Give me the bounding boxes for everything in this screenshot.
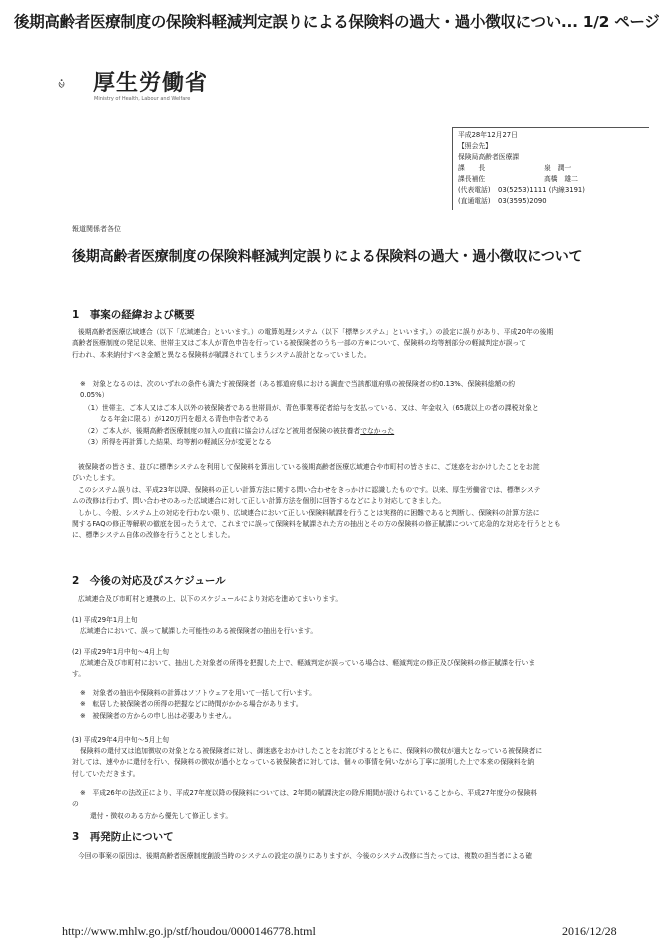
paragraph-line: 高齢者医療制度の発足以来、世帯主又はご本人が青色申告を行っている被保険者のうち一部の方※について、保険料の均等割部分の軽減判定が誤って	[72, 339, 527, 348]
note-line: ※ 対象となるのは、次のいずれの条件も満たす被保険者（ある都道府県における調査で当該都道府県の被保険者の約0.13%、保険料総額の約	[80, 380, 516, 388]
section1-para1	[72, 327, 553, 361]
step2-text: 広域連合及び市町村において、抽出した対象者の所得を把握した上で、軽減判定が誤っている場合は、軽減判定の修正及び保険料の修正賦課を行いま	[80, 659, 536, 667]
contact-box	[452, 127, 649, 210]
logo-name: 厚生労働省	[93, 71, 209, 96]
condition-line: （3）所得を再計算した結果、均等割の軽減区分が変更となる	[84, 438, 272, 447]
section1-para2	[72, 462, 561, 542]
note-line: 還付・徴収のある方から優先して修正します。	[90, 811, 233, 820]
step2-date: (2) 平成29年1月中旬～4月上旬	[72, 648, 170, 656]
condition-line: なる年金に限る）が120万円を超える青色申告者である	[100, 415, 270, 424]
header-page-number: 1/2 ページ	[582, 13, 660, 31]
paragraph-line: 対しては、速やかに還付を行い、保険料の徴収が過小となっている被保険者に対しては、個々の事情を伺いながら丁寧に説明した上で本来の保険料を納	[72, 758, 535, 767]
main-phone-label: (代表電話)	[458, 186, 491, 194]
paragraph-line: 被保険者の皆さま、並びに標準システムを利用して保険料を算出している後期高齢者医療広域連合や市町村の皆さまに、ご迷惑をおかけしたことをお詫	[78, 463, 540, 471]
note-line: 0.05%）	[80, 391, 109, 400]
mhlw-logo	[58, 64, 92, 104]
header-title: 後期高齢者医療制度の保険料軽減判定誤りによる保険料の過大・過小徴収につい...	[14, 13, 578, 31]
step1-text: 広域連合において、誤って賦課した可能性のある被保険者の抽出を行います。	[80, 627, 318, 635]
chief-name: 泉 潤一	[544, 164, 572, 172]
paragraph-line: 行われ、本来納付すべき金額と異なる保険料が賦課されてしまうシステム設計となっていました。	[72, 350, 371, 359]
condition-underlined: でなかった	[360, 426, 395, 435]
paragraph-line: ムの改修は行わず、問い合わせのあった広域連合に対して正しい計算方法を個別に回答するなどにより対応してきました。	[72, 497, 446, 506]
footer-url: http://www.mhlw.go.jp/stf/houdou/0000146778.html	[62, 924, 316, 938]
logo-subtitle: Ministry of Health, Labour and Welfare	[94, 96, 191, 102]
addressee: 報道関係者各位	[72, 225, 121, 233]
contact-bureau: 保険局高齢者医療課	[458, 153, 520, 161]
section2-intro: 広域連合及び市町村と連携の上、以下のスケジュールにより対応を進めてまいります。	[78, 595, 343, 603]
paragraph-line: に、標準システム自体の改修を行うこととしました。	[72, 531, 235, 540]
contact-label: 【照会先】	[458, 142, 492, 150]
assistant-name: 高橋 雄二	[544, 175, 578, 183]
print-header	[14, 10, 664, 32]
condition-text: （2）ご本人が、後期高齢者医療制度の加入の直前に協会けんぽなど被用者保険の被扶養者	[84, 426, 361, 435]
direct-phone-label: (直通電話)	[458, 197, 491, 205]
direct-phone: 03(3595)2090	[498, 197, 547, 205]
law-note	[72, 788, 537, 822]
note-line: ※ 平成26年の法改正により、平成27年度以降の保険料については、2年間の賦課決定の除斥期間が設けられていることから、平成27年度分の保険料	[80, 789, 538, 797]
condition-line	[84, 426, 539, 437]
document-title: 後期高齢者医療制度の保険料軽減判定誤りによる保険料の過大・過小徴収について	[72, 249, 583, 265]
chief-title: 課 長	[458, 164, 486, 172]
paragraph-line: びいたします。	[72, 474, 120, 483]
paragraph-line: しかし、今般、システム上の対応を行わない限り、広域連合において正しい保険料賦課を行うことは実務的に困難であると判断し、保険料の計算方法に	[78, 508, 540, 517]
step2-text-cont: す。	[72, 670, 86, 678]
section3-text: 今回の事案の原因は、後期高齢者医療制度創設当時のシステムの設定の誤りにありますが、今後のシステム改修に当たっては、複数の担当者による確	[78, 852, 533, 860]
note-line: ※ 転居した被保険者の所得の把握などに時間がかかる場合があります。	[80, 700, 303, 709]
step2-notes	[80, 688, 316, 722]
section2-heading: 2 今後の対応及びスケジュール	[72, 575, 226, 587]
paragraph-line: 関するFAQの修正等解釈の徹底を図ったうえで、これまでに誤って保険料を賦課された方の抽出とその方の保険料の修正賦課について応急的な対応を行うととも	[72, 520, 561, 529]
step3-date: (3) 平成29年4月中旬～5月上旬	[72, 736, 170, 744]
note-line: ※ 被保険者の方からの申し出は必要ありません。	[80, 711, 236, 720]
section1-heading: 1 事案の経緯および概要	[72, 309, 195, 321]
paragraph-line: 保険料の還付又は追加徴収の対象となる被保険者に対し、御迷惑をおかけしたことをお詫びするとともに、保険料の徴収が過大となっている被保険者に	[80, 747, 543, 755]
note-line: ※ 対象者の抽出や保険料の計算はソフトウェアを用いて一括して行います。	[80, 689, 316, 697]
paragraph-line: このシステム誤りは、平成23年以降、保険料の正しい計算方法に関する問い合わせをきっかけに認識したものです。以来、厚生労働省では、標準システ	[78, 485, 541, 494]
step1-date: (1) 平成29年1月上旬	[72, 616, 138, 624]
assistant-title: 課長補佐	[458, 175, 486, 183]
paragraph-line: 後期高齢者医療広域連合（以下「広域連合」といいます。）の電算処理システム（以下「標準システム」といいます。）の設定に誤りがあり、平成20年の後期	[78, 328, 554, 336]
section3-heading: 3 再発防止について	[72, 831, 174, 843]
condition-line: （1）世帯主、ご本人又はご本人以外の被保険者である世帯員が、青色事業専従者給与を支払っている、又は、年金収入（65歳以上の者の課税対象と	[84, 404, 539, 412]
paragraph-line: 付していただきます。	[72, 769, 140, 778]
note-line: の	[72, 800, 79, 809]
step3-text	[72, 746, 542, 780]
section1-note	[80, 379, 515, 402]
main-phone: 03(5253)1111 (内線3191)	[498, 186, 585, 194]
section1-conditions	[84, 403, 539, 449]
footer-date: 2016/12/28	[562, 924, 617, 938]
release-date: 平成28年12月27日	[458, 131, 518, 139]
